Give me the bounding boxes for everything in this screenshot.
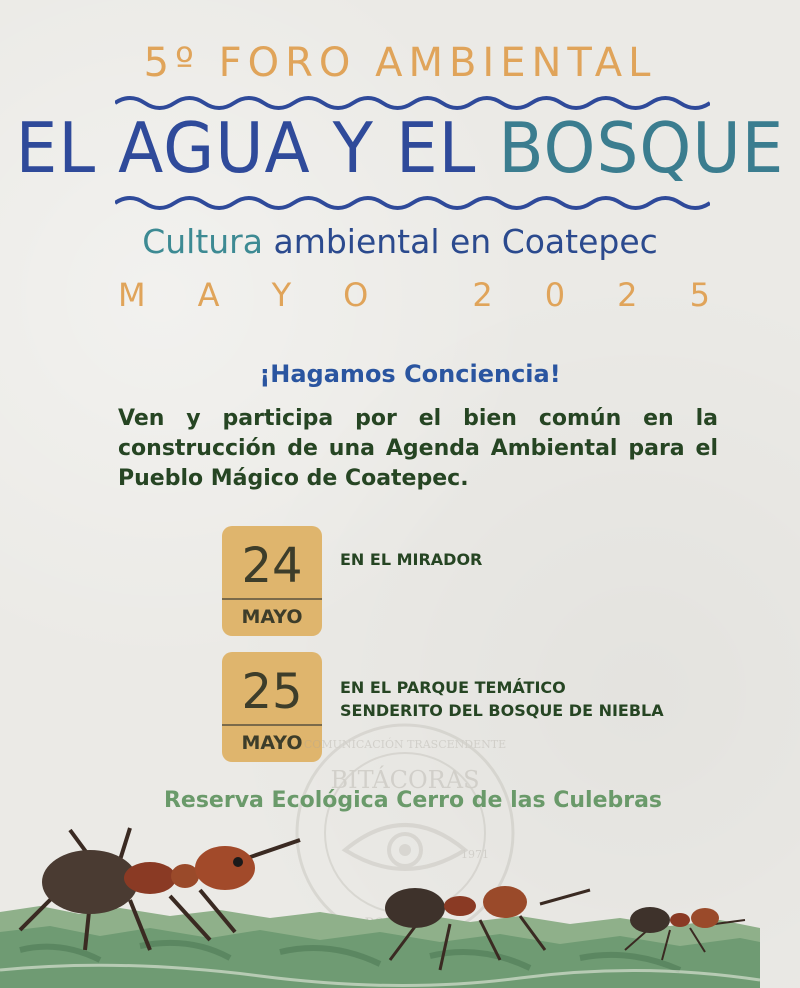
venue-24 bbox=[340, 548, 482, 571]
date-card-24 bbox=[222, 526, 322, 636]
stamp-name: BITÁCORAS bbox=[330, 766, 480, 794]
day-number: 25 bbox=[241, 664, 303, 720]
forum-edition-heading: 5º FORO AMBIENTAL bbox=[143, 40, 657, 86]
main-title bbox=[0, 108, 800, 189]
venue-line: EN EL MIRADOR bbox=[340, 550, 483, 569]
day-number: 24 bbox=[241, 538, 303, 594]
subtitle-rest: ambiental en Coatepec bbox=[262, 222, 658, 261]
title-water: EL AGUA Y EL bbox=[15, 108, 499, 189]
month-label: MAYO bbox=[241, 606, 303, 628]
date-letter: M bbox=[118, 276, 146, 314]
title-forest: BOSQUE bbox=[498, 108, 785, 189]
venue-line: EN EL PARQUE TEMÁTICO bbox=[340, 678, 566, 697]
date-letter: Y bbox=[271, 276, 292, 314]
venue-line: SENDERITO DEL BOSQUE DE NIEBLA bbox=[340, 701, 664, 720]
date-letter: 5 bbox=[689, 276, 710, 314]
date-letter: 2 bbox=[617, 276, 638, 314]
location-name: Reserva Ecológica Cerro de las Culebras bbox=[163, 788, 663, 813]
date-letter: O bbox=[343, 276, 369, 314]
slogan: ¡Hagamos Conciencia! bbox=[259, 360, 561, 388]
event-month-year bbox=[118, 276, 710, 314]
date-letter: A bbox=[197, 276, 220, 314]
stamp-year: 1971 bbox=[461, 848, 489, 861]
date-letter: 0 bbox=[544, 276, 566, 314]
subtitle bbox=[0, 222, 800, 261]
date-letter: 2 bbox=[472, 276, 493, 314]
wave-divider-bottom bbox=[115, 192, 710, 214]
subtitle-culture: Cultura bbox=[142, 222, 263, 261]
month-label: MAYO bbox=[241, 732, 303, 754]
bottom-illustration bbox=[0, 820, 800, 988]
stamp-top-text: COMUNICACIÓN TRASCENDENTE bbox=[303, 738, 507, 751]
intro-paragraph: Ven y participa por el bien común en la construcción de una Agenda Ambiental para el Pueblo Mágico de Coatepec. bbox=[118, 406, 718, 491]
venue-25 bbox=[340, 676, 664, 722]
card-divider bbox=[222, 598, 322, 600]
